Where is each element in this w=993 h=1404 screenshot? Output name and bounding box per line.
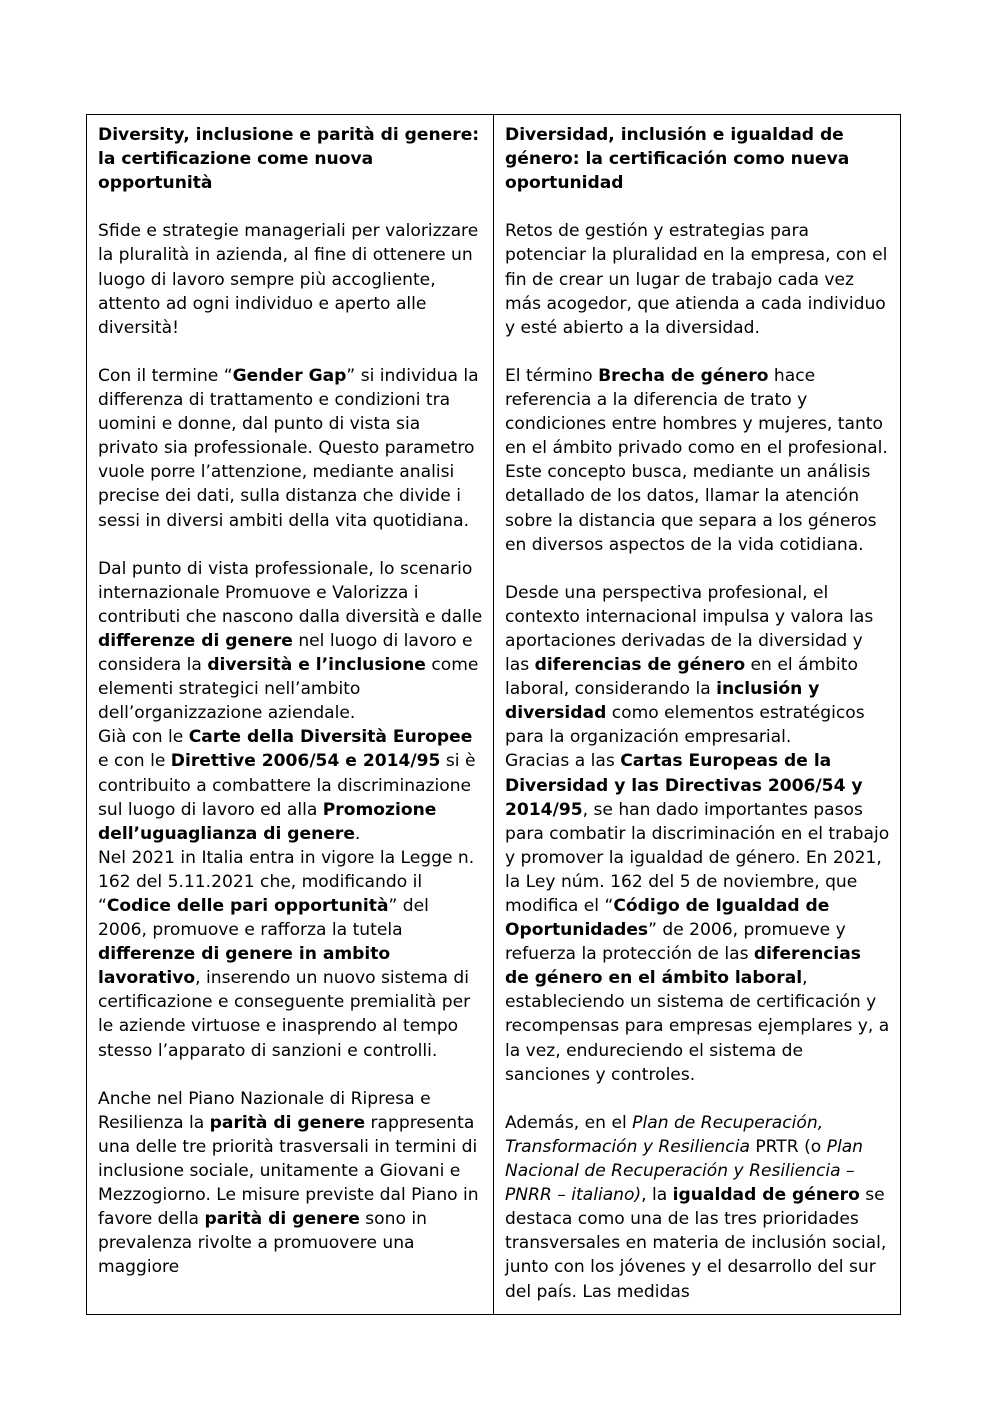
paragraph-es-title xyxy=(505,123,890,195)
text-run: Nel 2021 in Italia entra in vigore la Legge n. 162 del 5.11.2021 che, modificando il “ xyxy=(98,847,475,916)
bold-run: Diversidad, inclusión e igualdad de género: la certificación como nueva oportunidad xyxy=(505,125,850,194)
bold-run: Promozione dell’uguaglianza di genere xyxy=(98,799,437,844)
text-run: Sfide e strategie manageriali per valorizzare la pluralità in azienda, al fine di ottenere un luogo di lavoro sempre più accogliente, attento ad ogni individuo e aperto alle diversità! xyxy=(98,221,479,338)
paragraph-it-carte xyxy=(98,725,483,845)
text-run: e con le xyxy=(98,751,171,772)
text-run: Dal punto di vista professionale, lo scenario internazionale Promuove e Valorizza i contributi che nascono dalla diversità e dalle xyxy=(98,558,483,627)
bold-run: Cartas Europeas de la Diversidad y las Directivas 2006/54 y 2014/95 xyxy=(505,751,863,820)
text-run: , la xyxy=(641,1185,673,1206)
bold-run: diferencias de género en el ámbito laboral xyxy=(505,944,861,989)
text-run: en el ámbito laboral, considerando la xyxy=(505,655,858,700)
text-run: nel luogo di lavoro e considera la xyxy=(98,630,473,676)
bold-run: Brecha de género xyxy=(598,365,769,386)
bold-run: Código de Igualdad de Oportunidades xyxy=(505,896,830,941)
paragraph-es-brecha xyxy=(505,364,890,557)
paragraph-it-professional xyxy=(98,557,483,726)
paragraph-es-cartas xyxy=(505,749,890,1086)
paragraph-es-profesional xyxy=(505,581,890,750)
text-run: Desde una perspectiva profesional, el contexto internacional impulsa y valora las aportaciones derivadas de la diversidad y las xyxy=(505,582,874,676)
text-run: rappresenta una delle tre priorità trasversali in termini di inclusione sociale, unitamente a Giovani e Mezzogiorno. Le misure previste dal Piano in favore della xyxy=(98,1112,479,1230)
bold-run: Diversity, inclusione e parità di genere: la certificazione come nuova opportunità xyxy=(98,125,480,194)
table-row xyxy=(87,115,901,1315)
spanish-column-content xyxy=(505,123,890,1304)
paragraph-it-gender-gap xyxy=(98,364,483,533)
bold-run: parità di genere xyxy=(204,1209,360,1230)
table-cell-spanish xyxy=(494,115,901,1315)
paragraph-es-prtr xyxy=(505,1111,890,1304)
text-run: ” de 2006, promueve y refuerza la protección de las xyxy=(505,920,846,965)
text-run: sono in prevalenza rivolte a promuovere una maggiore xyxy=(98,1209,427,1278)
paragraph-es-intro xyxy=(505,219,890,339)
paragraph-it-intro xyxy=(98,219,483,339)
paragraph-it-legge xyxy=(98,846,483,1063)
text-run: ” del 2006, promuove e rafforza la tutela xyxy=(98,896,429,941)
bold-run: inclusión y diversidad xyxy=(505,679,820,724)
text-run: , estableciendo un sistema de certificación y recompensas para empresas ejemplares y, a la vez, endureciendo el sistema de sanciones y controles. xyxy=(505,968,890,1085)
text-run: Gracias a las xyxy=(505,751,621,772)
italic-run: Plan de Recuperación, Transformación y Resiliencia xyxy=(505,1112,824,1157)
paragraph-it-pnrr xyxy=(98,1087,483,1280)
text-run: ” si individua la differenza di trattamento e condizioni tra uomini e donne, dal punto di vista sia privato sia professionale. Questo parametro vuole porre l’attenzione, mediante analisi precise dei dati, sulla distanza che divide i sessi in diversi ambiti della vita quotidiana. xyxy=(98,365,479,531)
bold-run: differenze di genere in ambito lavorativo xyxy=(98,944,391,989)
bold-run: diversità e l’inclusione xyxy=(207,655,426,676)
bilingual-comparison-table xyxy=(86,114,901,1315)
bold-run: igualdad de género xyxy=(672,1185,860,1206)
text-run: PRTR (o xyxy=(749,1136,827,1157)
text-run: Además, en el xyxy=(505,1112,633,1133)
text-run: , se han dado importantes pasos para combatir la discriminación en el trabajo y promover la igualdad de género. En 2021, la Ley núm. 162 del 5 de noviembre, que modifica el “ xyxy=(505,799,890,916)
text-run: hace referencia a la diferencia de trato y condiciones entre hombres y mujeres, tanto en el ámbito privado como en el profesional. Este concepto busca, mediante un análisis detallado de los datos, llamar la atención sobre la distancia que separa a los géneros en diversos aspectos de la vida cotidiana. xyxy=(505,365,888,555)
italian-column-content xyxy=(98,123,483,1280)
bold-run: parità di genere xyxy=(209,1112,366,1133)
italic-run: Plan Nacional de Recuperación y Resiliencia – PNRR – italiano) xyxy=(505,1136,864,1206)
bold-run: differenze di genere xyxy=(98,630,293,651)
table-cell-italian xyxy=(87,115,494,1315)
text-run: Già con le xyxy=(98,727,189,748)
text-run: Retos de gestión y estrategias para potenciar la pluralidad en la empresa, con el fin de crear un lugar de trabajo cada vez más acogedor, que atienda a cada individuo y esté abierto a la diversidad. xyxy=(505,221,888,338)
bold-run: Gender Gap xyxy=(232,365,347,386)
bold-run: Carte della Diversità Europee xyxy=(188,727,473,748)
paragraph-it-title xyxy=(98,123,483,195)
text-run: come elementi strategici nell’ambito dell’organizzazione aziendale. xyxy=(98,655,479,724)
text-run: . xyxy=(354,823,361,844)
text-run: se destaca como una de las tres prioridades transversales en materia de inclusión social, junto con los jóvenes y el desarrollo del sur del país. Las medidas xyxy=(505,1185,887,1302)
text-run: como elementos estratégicos para la organización empresarial. xyxy=(505,703,865,748)
bold-run: Codice delle pari opportunità xyxy=(106,896,389,916)
text-run: El término xyxy=(505,365,599,386)
text-run: , inserendo un nuovo sistema di certificazione e conseguente premialità per le aziende virtuose e inasprendo al tempo stesso l’apparato di sanzioni e controlli. xyxy=(98,968,471,1061)
bold-run: diferencias de género xyxy=(534,655,746,676)
text-run: Anche nel Piano Nazionale di Ripresa e Resilienza la xyxy=(98,1088,431,1133)
text-run: Con il termine “ xyxy=(98,365,233,386)
bold-run: Direttive 2006/54 e 2014/95 xyxy=(170,751,441,772)
text-run: si è contribuito a combattere la discriminazione sul luogo di lavoro ed alla xyxy=(98,751,476,820)
